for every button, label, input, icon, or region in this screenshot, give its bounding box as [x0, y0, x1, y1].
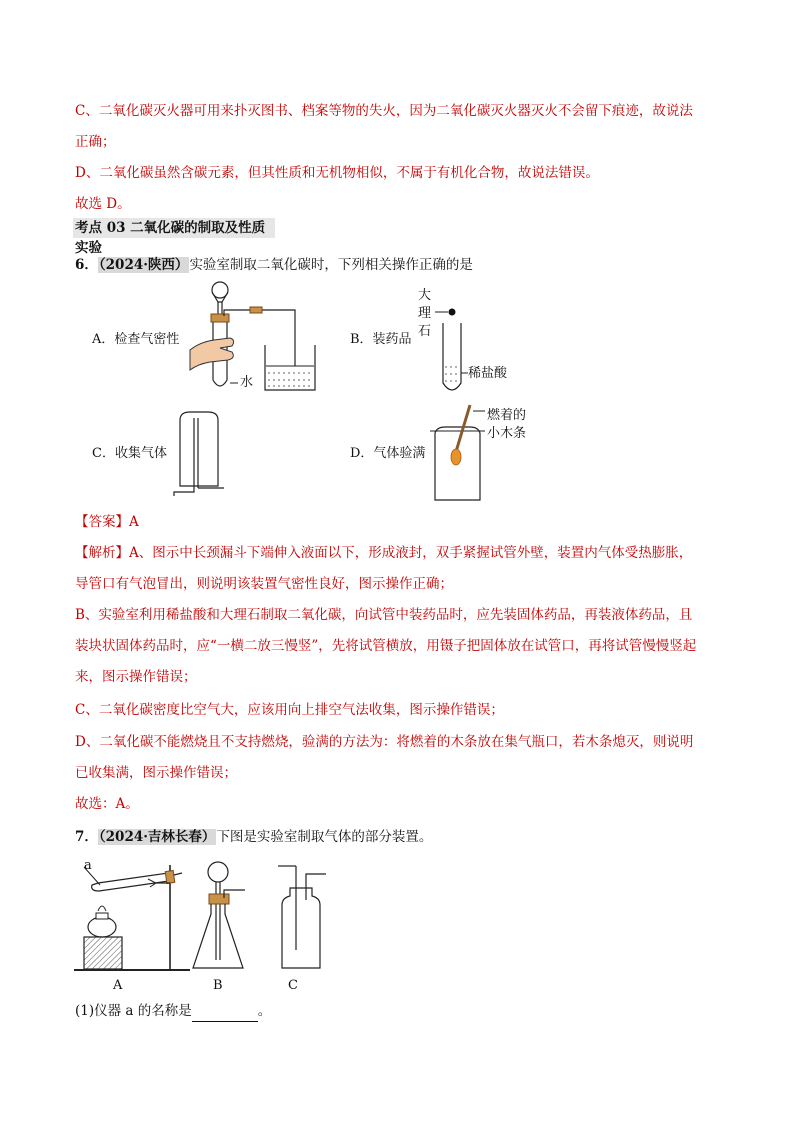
answer-line: 【答案】A	[75, 514, 139, 530]
figure-gas-collection	[170, 408, 230, 498]
label-apparatus-c: C	[288, 978, 298, 993]
label-marble-1: 大	[418, 288, 432, 303]
label-dilute-hcl: 稀盐酸	[468, 366, 508, 381]
explanation-d-line: D、二氧化碳虽然含碳元素，但其性质和无机物相似，不属于有机化合物，故说法错误。	[75, 165, 599, 181]
label-burning-stick-1: 燃着的	[487, 408, 527, 423]
label-marble-2: 理	[418, 306, 432, 321]
analysis-line-6: C、二氧化碳密度比空气大，应该用向上排空气法收集，图示操作错误；	[75, 702, 504, 718]
label-water: 水	[240, 375, 254, 390]
analysis-line-1: 【解析】A、图示中长颈漏斗下端伸入液面以下，形成液封，双手紧握试管外壁，装置内气体受热膨胀，	[75, 545, 693, 561]
label-apparatus-b: B	[213, 978, 223, 993]
figure-apparatus-c	[270, 860, 335, 975]
analysis-line-7: D、二氧化碳不能燃烧且不支持燃烧，验满的方法为：将燃着的木条放在集气瓶口，若木条熄灭，则说明	[75, 734, 694, 750]
figure-full-check	[425, 405, 495, 505]
question-text: 实验室制取二氧化碳时，下列相关操作正确的是	[189, 257, 473, 273]
option-b-label: B．装药品	[350, 332, 412, 347]
option-a-label: A．检查气密性	[92, 332, 180, 347]
label-instrument-a: a	[84, 858, 92, 873]
section-heading: 考点 03 二氧化碳的制取及性质实验	[73, 218, 275, 238]
question-number: 6．	[75, 257, 98, 273]
option-d-label: D．气体验满	[350, 446, 426, 461]
label-marble-3: 石	[418, 324, 432, 339]
analysis-line-8: 已收集满，图示操作错误；	[75, 765, 237, 781]
question-source: （2024·吉林长春）	[98, 829, 216, 845]
question-6-stem	[75, 254, 473, 276]
question-7-stem	[75, 826, 432, 848]
question-text: 下图是实验室制取气体的部分装置。	[216, 829, 433, 845]
option-c-label: C．收集气体	[92, 446, 167, 461]
figure-airtightness-check	[180, 280, 330, 395]
question-source: （2024·陕西）	[98, 257, 189, 273]
figure-apparatus-b	[185, 860, 255, 975]
previous-choice: 故选 D。	[75, 196, 131, 212]
sub-question-suffix: 。	[257, 1003, 272, 1019]
analysis-line-4: 装块状固体药品时，应“一横二放三慢竖”，先将试管横放，用镊子把固体放在试管口，再将试管慢慢竖起	[75, 638, 697, 654]
question-number: 7．	[75, 829, 98, 845]
analysis-line-9: 故选：A。	[75, 796, 139, 812]
explanation-c-line1: C、二氧化碳灭火器可用来扑灭图书、档案等物的失火，因为二氧化碳灭火器灭火不会留下痕迹，故说法	[75, 103, 693, 119]
analysis-line-2: 导管口有气泡冒出，则说明该装置气密性良好，图示操作正确；	[75, 576, 453, 592]
question-7-sub-1	[75, 1000, 271, 1022]
explanation-c-line2: 正确；	[75, 134, 116, 150]
analysis-line-3: B、实验室利用稀盐酸和大理石制取二氧化碳，向试管中装药品时，应先装固体药品，再装液体药品，且	[75, 607, 693, 623]
analysis-line-5: 来，图示操作错误；	[75, 669, 197, 685]
sub-question-prefix: (1)仪器 a 的名称是	[75, 1003, 192, 1019]
answer-blank[interactable]	[192, 1007, 258, 1022]
label-apparatus-a: A	[113, 978, 123, 993]
label-burning-stick-2: 小木条	[487, 426, 527, 441]
